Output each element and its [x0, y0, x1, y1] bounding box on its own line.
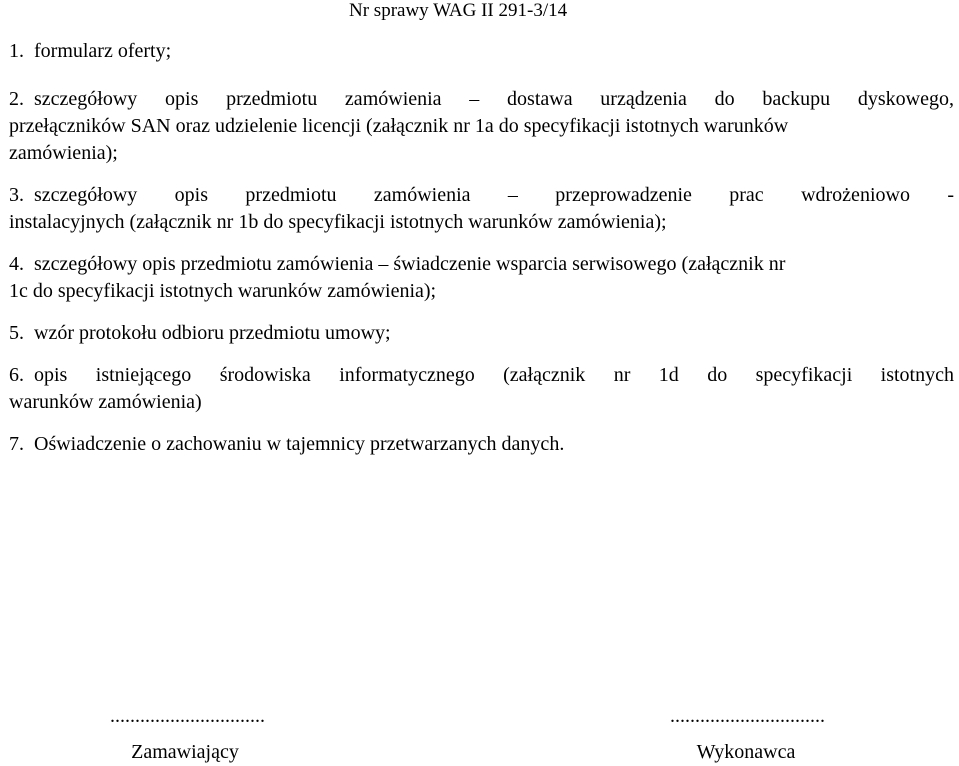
- list-item-line: [9, 320, 954, 347]
- list-item: [9, 362, 954, 416]
- list-item-line: przełączników SAN oraz udzielenie licencji (załącznik nr 1a do specyfikacji istotnych warunków: [9, 115, 789, 137]
- list-item-number: 1.: [9, 40, 24, 62]
- list-item-line: [9, 362, 954, 389]
- list-item-line: [9, 86, 954, 113]
- list-item-line: [9, 251, 954, 278]
- signature-block-contractor: [670, 704, 825, 764]
- list-item-line: warunków zamówienia): [9, 391, 202, 413]
- signature-role-label: Wykonawca: [696, 741, 796, 763]
- list-item-number: 3.: [9, 184, 24, 206]
- list-item-text: szczegółowy opis przedmiotu zamówienia – świadczenie wsparcia serwisowego (załącznik nr: [34, 253, 786, 275]
- list-item-text: szczegółowy opis przedmiotu zamówienia – dostawa urządzenia do backupu dyskowego,: [34, 88, 954, 110]
- list-item-line: instalacyjnych (załącznik nr 1b do specyfikacji istotnych warunków zamówienia);: [9, 211, 667, 233]
- list-item-line: 1c do specyfikacji istotnych warunków zamówienia);: [9, 280, 437, 302]
- list-item-text: wzór protokołu odbioru przedmiotu umowy;: [34, 322, 391, 344]
- attachment-list: [9, 38, 954, 458]
- list-item-number: 2.: [9, 88, 24, 110]
- signature-line: ...............................: [670, 705, 825, 727]
- list-item-text: Oświadczenie o zachowaniu w tajemnicy przetwarzanych danych.: [34, 433, 565, 455]
- signature-role-label: Zamawiający: [131, 741, 239, 763]
- list-item-line: [9, 182, 954, 209]
- list-item: [9, 431, 954, 458]
- signature-row: [0, 704, 959, 766]
- list-item: [9, 182, 954, 236]
- list-item-number: 7.: [9, 433, 24, 455]
- case-number: Nr sprawy WAG II 291-3/14: [349, 0, 568, 21]
- list-item: [9, 38, 954, 65]
- list-item-text: formularz oferty;: [34, 40, 172, 62]
- signature-block-ordering-party: [110, 704, 265, 764]
- list-item-number: 4.: [9, 253, 24, 275]
- list-item-number: 6.: [9, 364, 24, 386]
- list-item-number: 5.: [9, 322, 24, 344]
- list-item: [9, 86, 954, 167]
- list-item: [9, 251, 954, 305]
- list-item-line: zamówienia);: [9, 142, 118, 164]
- list-item: [9, 320, 954, 347]
- list-item-text: szczegółowy opis przedmiotu zamówienia – przeprowadzenie prac wdrożeniowo -: [34, 184, 954, 206]
- signature-line: ...............................: [110, 705, 265, 727]
- list-item-line: [9, 431, 954, 458]
- list-item-text: opis istniejącego środowiska informatycznego (załącznik nr 1d do specyfikacji istotnych: [34, 364, 954, 386]
- list-item-line: [9, 38, 954, 65]
